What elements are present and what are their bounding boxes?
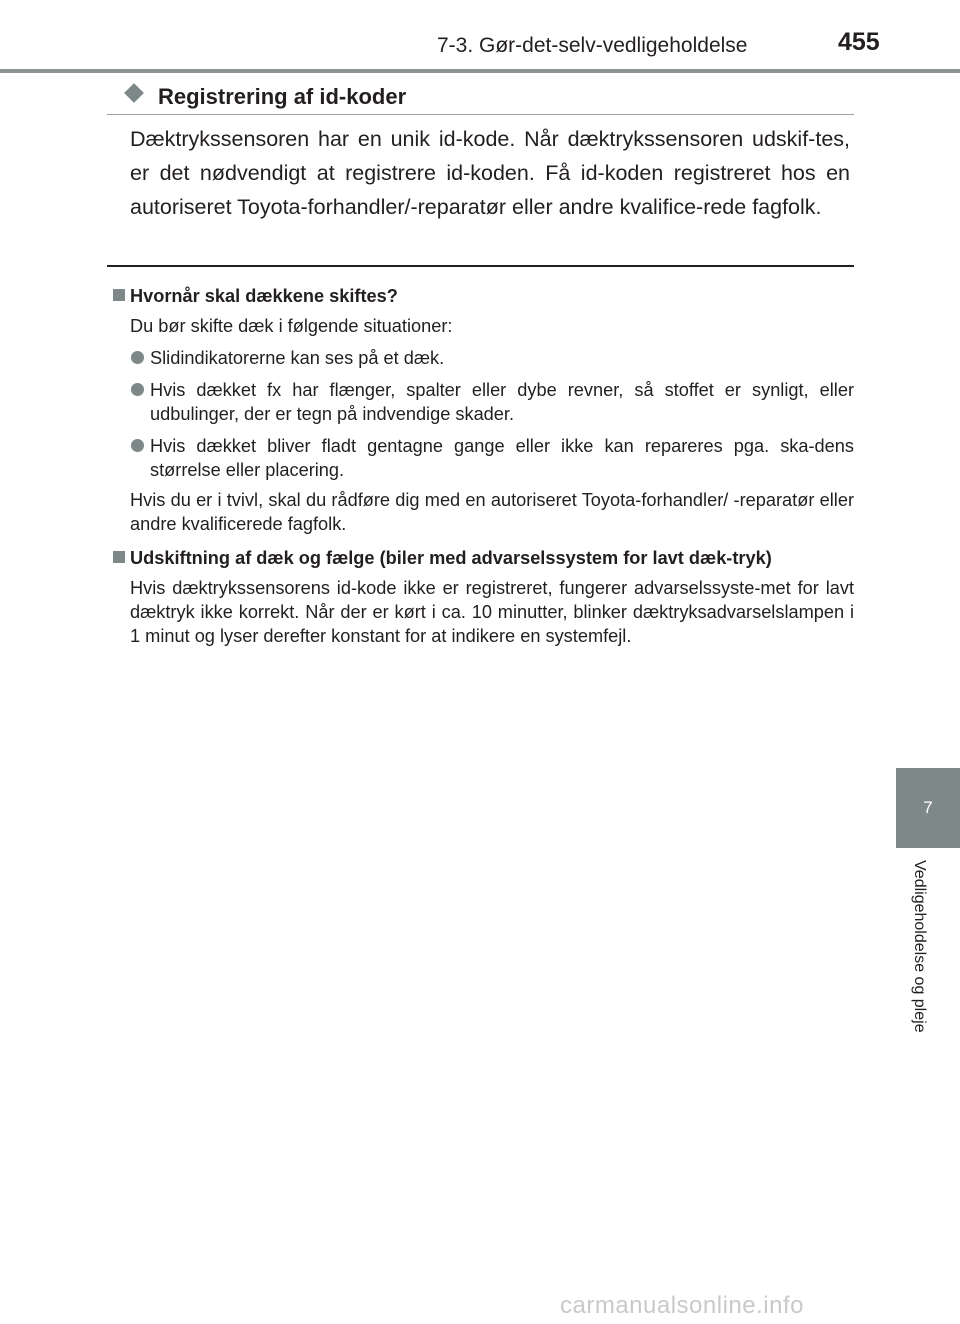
chapter-label-bar [896,848,960,1324]
diamond-icon [124,83,144,103]
list-item [110,378,854,426]
page-number: 455 [838,28,880,56]
list-item-text: Hvis dækket bliver fladt gentagne gange eller ikke kan repareres pga. ska-dens størrelse eller placering. [150,436,854,480]
circle-bullet-icon [131,351,144,364]
list-item-text: Hvis dækket fx har flænger, spalter eller dybe revner, så stoffet er synligt, eller udbulinger, der er tegn på indvendige skader. [150,380,854,424]
chapter-number: 7 [923,798,933,817]
circle-bullet-icon [131,439,144,452]
divider [107,265,854,267]
note-heading [110,546,854,570]
list-item [110,434,854,482]
chapter-label: Vedligeholdelse og pleje [911,860,928,1033]
note-heading-text: Udskiftning af dæk og fælge (biler med advarselssystem for lavt dæk-tryk) [130,548,772,568]
header-section-title: 7-3. Gør-det-selv-vedligeholdelse [437,34,748,57]
section-rule [107,114,854,115]
notes [110,276,854,648]
note-intro: Du bør skifte dæk i følgende situationer: [130,316,453,336]
header-rule [0,69,960,73]
circle-bullet-icon [131,383,144,396]
list-item [110,346,854,370]
chapter-tab[interactable] [896,768,960,848]
square-bullet-icon [113,551,125,563]
watermark: carmanualsonline.info [560,1292,804,1319]
section-body: Dæktrykssensoren har en unik id-kode. Når dæktrykssensoren udskif-tes, er det nødvendigt at registrere id-koden. Få id-koden registreret hos en autoriseret Toyota-forhandler/-reparatør eller andre kvalifice-rede fagfolk. [130,127,850,219]
list-item-text: Slidindikatorerne kan ses på et dæk. [150,348,445,368]
square-bullet-icon [113,289,125,301]
note-heading-text: Hvornår skal dækkene skiftes? [130,286,398,306]
note-outro: Hvis du er i tvivl, skal du rådføre dig med en autoriseret Toyota-forhandler/ -reparatør eller andre kvalificerede fagfolk. [130,490,854,534]
note-heading [110,284,854,308]
section-title: Registrering af id-koder [158,84,407,109]
note-body: Hvis dæktrykssensorens id-kode ikke er registreret, fungerer advarselssyste-met for lavt dæktryk ikke korrekt. Når der er kørt i ca. 10 minutter, blinker dæktryksadvarselslampen i 1 minut og lyser derefter konstant for at indikere en systemfejl. [130,578,854,646]
